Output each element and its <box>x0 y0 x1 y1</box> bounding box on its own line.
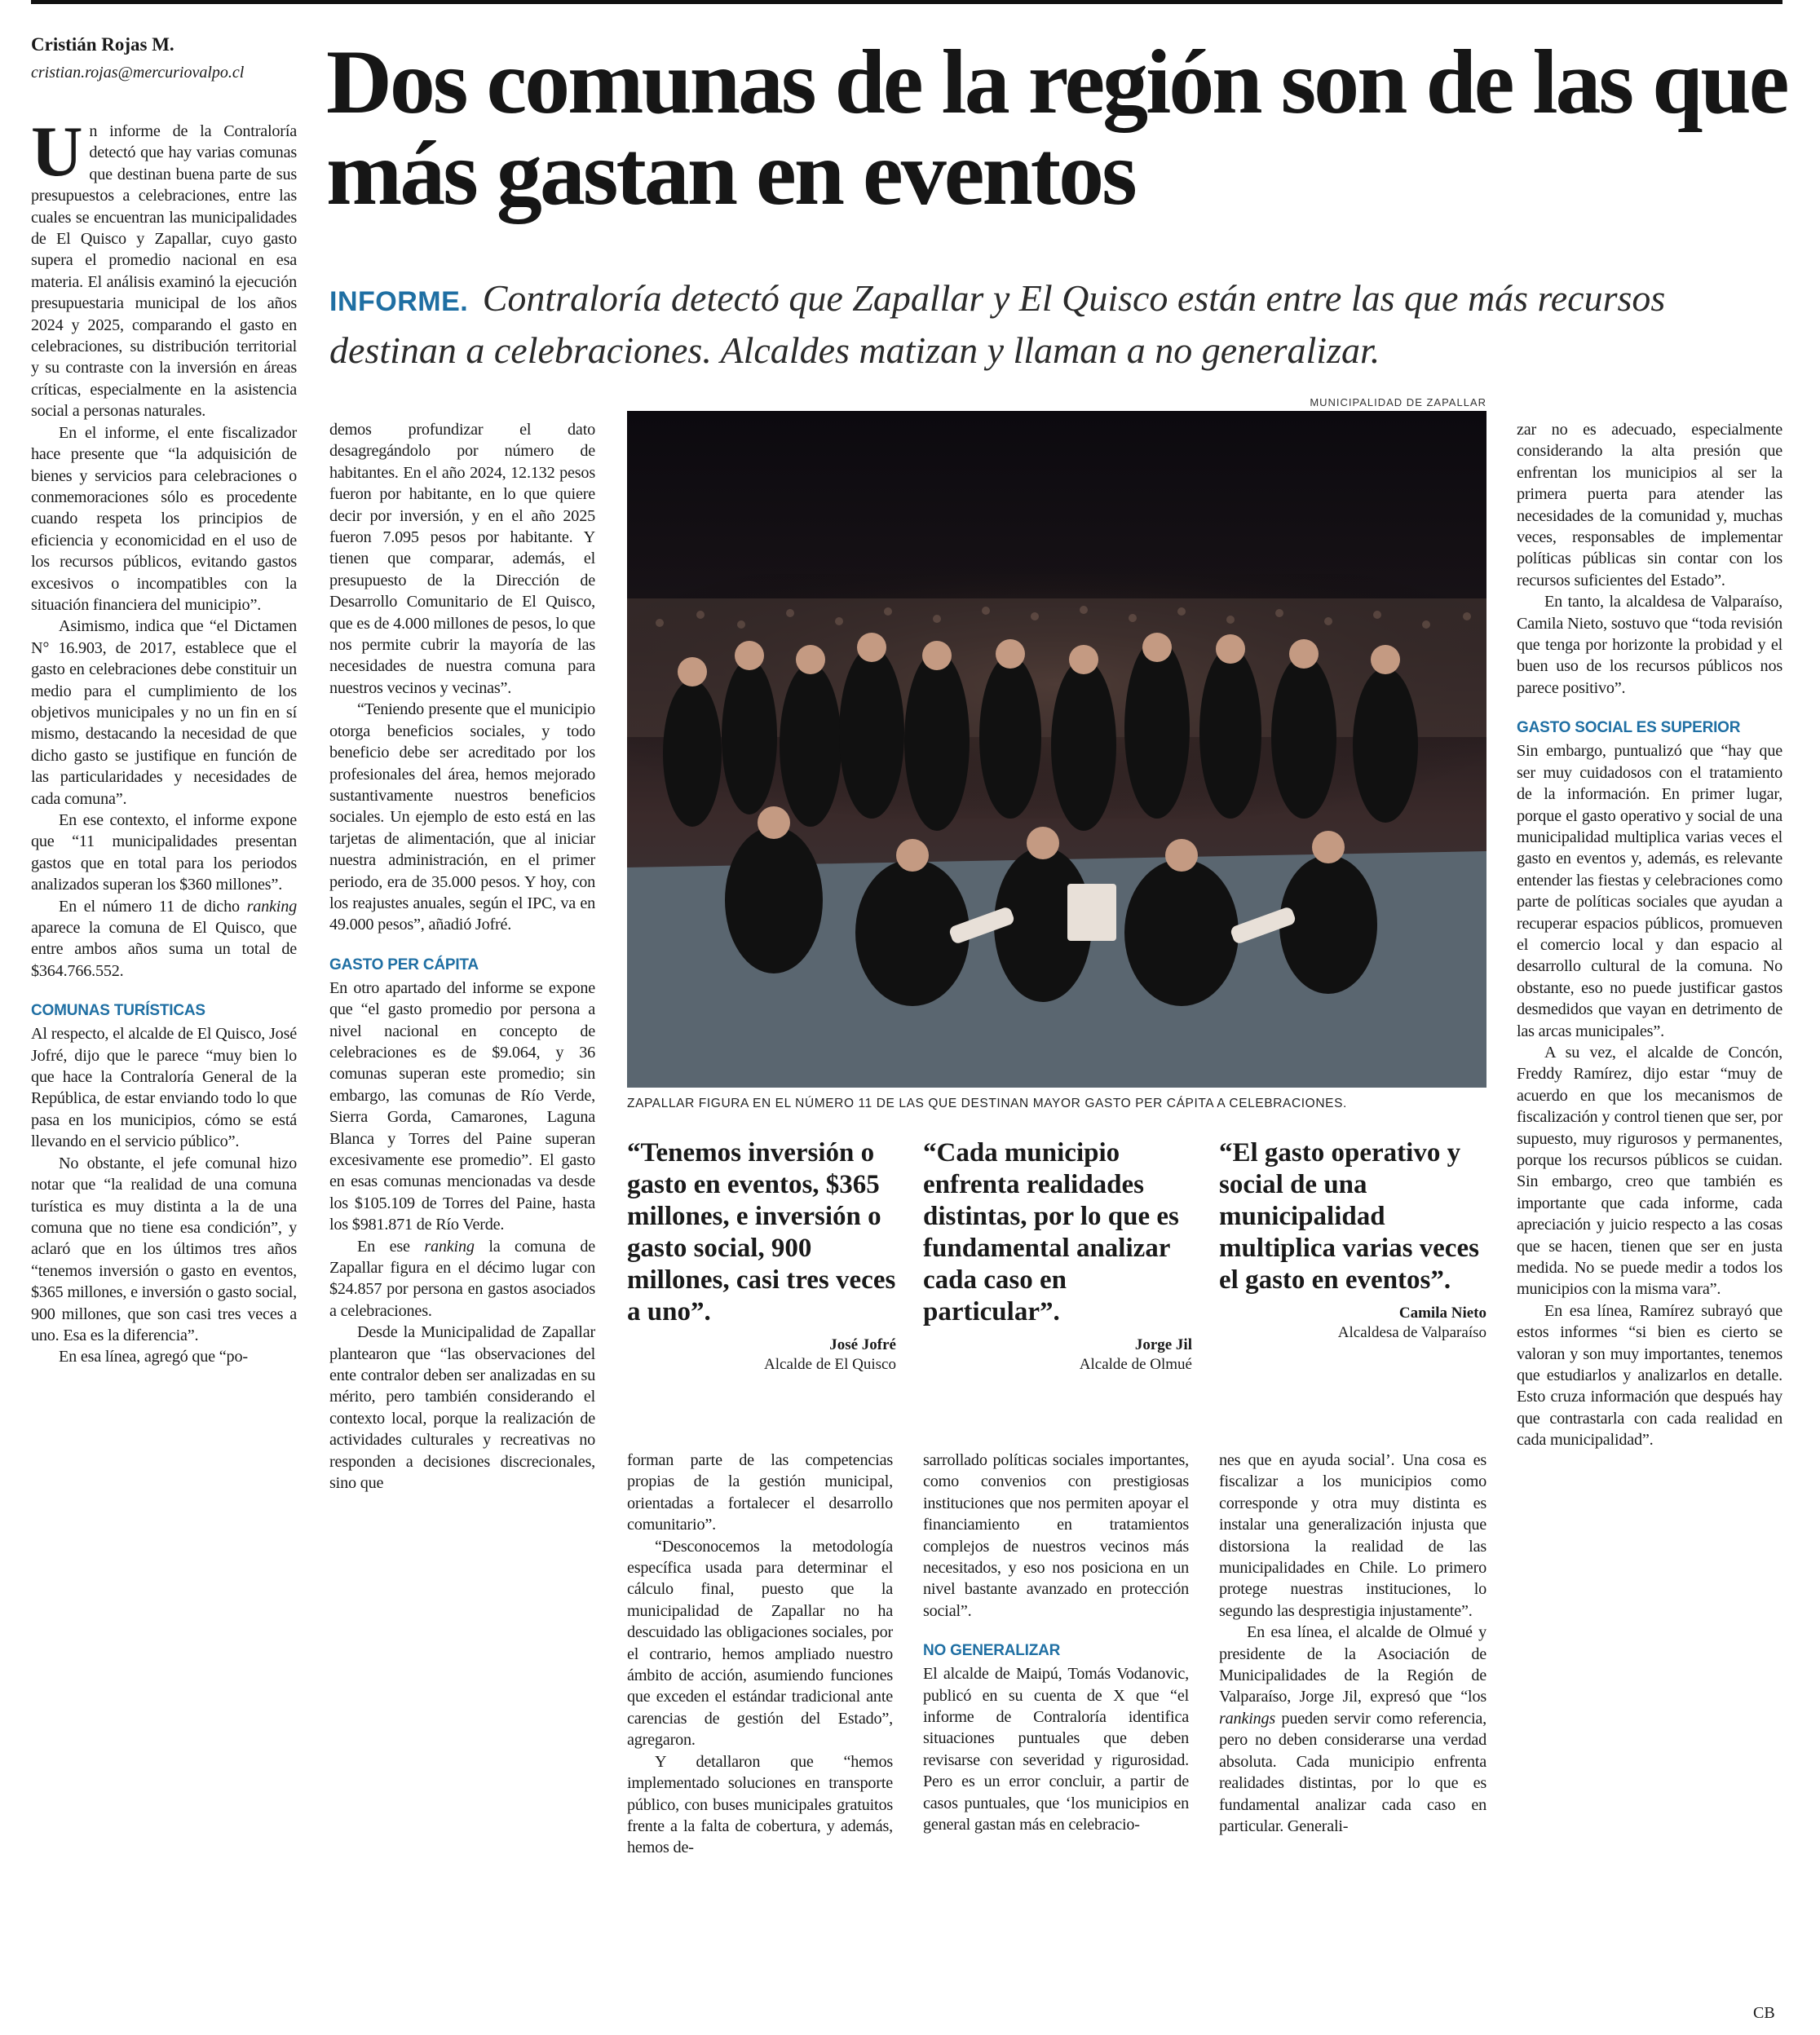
paragraph: zar no es adecuado, especialmente considerando la alta presión que enfrentan los municipios al ser la primera puerta para atender las necesidades de la comunidad y, muchas veces, responsables de implementar políticas públicas sin contar con los recursos suficientes del Estado”. <box>1517 421 1782 589</box>
paragraph: En esa línea, el alcalde de Olmué y presidente de la Asociación de Municipalidades de la Región de Valparaíso, Jorge Jil, expresó que “los rankings pueden servir como referencia, pero no deben considerarse una verdad absoluta. Cada municipio enfrenta realidades distintas, por lo que es fundamental analizar cada caso en particular. Generali- <box>1219 1623 1486 1835</box>
column-2 <box>329 419 595 1494</box>
paragraph: Sin embargo, puntualizó que “hay que ser muy cuidadosos con el tratamiento de la información. En primer lugar, porque el gasto operativo y social de una municipalidad multiplica varias veces el gasto en eventos y, además, es relevante entender las fiestas y celebraciones como parte de políticas sociales que ayudan a recuperar espacios públicos, promueven el comercio local y dan espacio al desarrollo cultural de la comuna. No obstante, eso no puede justificar gastos desmedidos que vayan en detrimento de las arcas municipales”. <box>1517 742 1782 1040</box>
paragraph: A su vez, el alcalde de Concón, Freddy Ramírez, dijo estar “muy de acuerdo en que los mecanismos de fiscalización y control tienen que ser, por supuesto, muy rigurosos y permanentes, porque los recursos públicos se cuidan. Sin embargo, creo que también es importante que cada informe, cada apreciación y juicio respecto a las cosas que se hacen, tienen que ser en justa medida. No se puede medir a todos los municipios con la misma vara”. <box>1517 1043 1782 1299</box>
subheading-gasto-social: GASTO SOCIAL ES SUPERIOR <box>1517 719 1741 737</box>
subheading-gasto-per-capita: GASTO PER CÁPITA <box>329 956 479 973</box>
deck <box>329 274 1789 375</box>
paragraph: No obstante, el jefe comunal hizo notar que “la realidad de una comuna turística es muy distinta a la de una comuna que no tiene esa condición”, y aclaró que en los últimos tres años “tenemos inversión o gasto en eventos, $365 millones, e inversión o gasto social, 900 millones, que son casi tres veces a uno. Esa es la diferencia”. <box>31 1154 297 1344</box>
paragraph: En otro apartado del informe se expone que “el gasto promedio por persona a nivel nacional en concepto de celebraciones es de $9.064, y 36 comunas superan este promedio; sin embargo, las comunas de Río Verde, Sierra Gorda, Camarones, Laguna Blanca y Torres del Paine superan excesivamente ese promedio”. El gasto en esas comunas mencionadas va desde los $105.109 de Torres del Paine, hasta los $981.871 de Río Verde. <box>329 978 595 1234</box>
quote-role: Alcalde de El Quisco <box>764 1356 896 1373</box>
quote-name: Jorge Jil <box>1134 1336 1192 1353</box>
top-rule <box>31 0 1782 4</box>
author-name: Cristián Rojas M. <box>31 34 174 55</box>
concert-photo-illustration <box>627 411 1486 1088</box>
quote-text: “Tenemos inversión o gasto en eventos, $365 millones, e inversión o gasto social, 900 millones, casi tres veces a uno”. <box>627 1138 896 1327</box>
quote-name: Camila Nieto <box>1398 1304 1486 1322</box>
column-6 <box>1517 419 1782 1451</box>
column-5 <box>1219 1450 1486 1837</box>
paragraph: Un informe de la Contraloría detectó que hay varias comunas que destinan buena parte de sus presupuestos a celebraciones, entre las cuales se encuentran las municipalidades de El Quisco y Zapallar, cuyo gasto supera el promedio nacional en esa materia. El análisis examinó la ejecución presupuestaria municipal de los años 2024 y 2025, comparando el gasto en celebraciones, su distribución territorial y su contraste con la inversión en áreas críticas, especialmente en la asistencia social a personas naturales. <box>31 113 297 421</box>
paragraph: En esa línea, agregó que “po- <box>59 1348 248 1366</box>
paragraph: demos profundizar el dato desagregándolo por número de habitantes. En el año 2024, 12.132 pesos fueron por habitante, en lo que quiere decir por inversión, y en el año 2025 fueron 7.095 pesos por habitante. Y tienen que comparar, además, el presupuesto de la Dirección de Desarrollo Comunitario de El Quisco, que es de 4.000 millones de pesos, lo que nos permite cubrir la mayoría de las necesidades de nuestra comuna para nuestros vecinos y vecinas”. <box>329 421 595 697</box>
paragraph: “Desconocemos la metodología específica usada para determinar el cálculo final, puesto que la municipalidad de Zapallar no ha descuidado las obligaciones sociales, por el contrario, hemos ampliado nuestro ámbito de acción, asumiendo funciones que exceden el estándar tradicional ante carencias de gestión del Estado”, agregaron. <box>627 1537 893 1750</box>
paragraph: En el número 11 de dicho ranking aparece la comuna de El Quisco, que entre ambos años suma un total de $364.766.552. <box>31 897 297 980</box>
paragraph: En ese contexto, el informe expone que “11 municipalidades presentan gastos que en total para los periodos analizados superan los $360 millones”. <box>31 811 297 894</box>
deck-lead: INFORME. <box>329 286 469 317</box>
paragraph: En ese ranking la comuna de Zapallar figura en el décimo lugar con $24.857 por persona en gastos asociados a celebraciones. <box>329 1237 595 1320</box>
paragraph: En tanto, la alcaldesa de Valparaíso, Camila Nieto, sostuvo que “toda revisión que tenga por horizonte la probidad y el buen uso de los recursos públicos nos parece positivo”. <box>1517 593 1782 697</box>
paragraph: “Teniendo presente que el municipio otorga beneficios sociales, y todo beneficio debe ser acreditado por los profesionales del área, hemos mejorado sustantivamente nuestros beneficios sociales. Un ejemplo de esto está en las tarjetas de alimentación, que al iniciar nuestra administración, en el primer periodo, era de 35.000 pesos. Y hoy, con los reajustes anuales, según el IPC, va en 49.000 pesos”, añadió Jofré. <box>329 700 595 934</box>
quote-role: Alcalde de Olmué <box>1079 1356 1192 1373</box>
headline: Dos comunas de la región son de las que más gastan en eventos <box>326 32 1787 224</box>
paragraph: Desde la Municipalidad de Zapallar plantearon que “las observaciones del ente contralor deben ser analizadas en su mérito, pero también considerando el contexto local, porque la realización de actividades culturales y recreativas no responden a decisiones discrecionales, sino que <box>329 1323 595 1493</box>
column-3 <box>627 1450 893 1859</box>
subheading-no-generalizar: NO GENERALIZAR <box>923 1642 1061 1660</box>
quote-role: Alcaldesa de Valparaíso <box>1337 1324 1486 1341</box>
end-mark: CB <box>1753 2004 1775 2022</box>
quote-text: “El gasto operativo y social de una municipalidad multiplica varias veces el gasto en eventos”. <box>1219 1138 1479 1295</box>
subheading-comunas-turisticas: COMUNAS TURÍSTICAS <box>31 1002 205 1020</box>
pull-quote-jil <box>923 1137 1192 1374</box>
photo-caption: ZAPALLAR FIGURA EN EL NÚMERO 11 DE LAS QUE DESTINAN MAYOR GASTO PER CÁPITA A CELEBRACIONES. <box>627 1097 1347 1110</box>
paragraph: forman parte de las competencias propias de la gestión municipal, orientadas a fortalecer el desarrollo comunitario”. <box>627 1451 893 1534</box>
paragraph: Y detallaron que “hemos implementado soluciones en transporte público, con buses municipales gratuitos frente a la falta de cobertura, y además, hemos de- <box>627 1752 893 1857</box>
author-email[interactable]: cristian.rojas@mercuriovalpo.cl <box>31 64 245 82</box>
column-1 <box>31 113 297 1368</box>
column-4 <box>923 1450 1189 1836</box>
paragraph: En el informe, el ente fiscalizador hace presente que “la adquisición de bienes y servicios para celebraciones o conmemoraciones sólo es procedente cuando respeta los principios de eficiencia y economicidad en el uso de los recursos públicos, evitando gastos excesivos o incompatibles con la situación financiera del municipio”. <box>31 423 297 614</box>
paragraph: Asimismo, indica que “el Dictamen N° 16.903, de 2017, establece que el gasto en celebraciones debe constituir un medio para el cumplimiento de los objetivos municipales y no un fin en sí mismo, destacando la necesidad de que dicho gasto se justifique en función de las particularidades y necesidades de cada comuna”. <box>31 617 297 808</box>
concert-photo <box>627 411 1486 1088</box>
drop-cap: U <box>31 113 83 192</box>
quote-name: José Jofré <box>829 1336 896 1353</box>
deck-text: Contraloría detectó que Zapallar y El Quisco están entre las que más recursos destinan a celebraciones. Alcaldes matizan y llaman a no generalizar. <box>329 277 1666 371</box>
paragraph: sarrollado políticas sociales importantes, como convenios con prestigiosas instituciones que nos permiten apoyar el financiamiento en tratamientos complejos de nuestros vecinos más necesitados, y eso nos posiciona en un nivel bastante avanzado en protección social”. <box>923 1451 1189 1620</box>
paragraph: Al respecto, el alcalde de El Quisco, José Jofré, dijo que le parece “muy bien lo que hace la Contraloría General de la República, de estar enviando todo lo que pasa en los municipios, cómo se está llevando en el servicio público”. <box>31 1025 297 1151</box>
photo-credit: MUNICIPALIDAD DE ZAPALLAR <box>1310 396 1486 408</box>
paragraph: El alcalde de Maipú, Tomás Vodanovic, publicó en su cuenta de X que “el informe de Contraloría identifica situaciones puntuales que deben revisarse con severidad y rigurosidad. Pero es un error concluir, a partir de casos puntuales, que ‘los municipios en general gastan más en celebracio- <box>923 1665 1189 1834</box>
paragraph: En esa línea, Ramírez subrayó que estos informes “si bien es cierto se valoran y son muy importantes, tenemos que estudiarlos y analizarlos en detalle. Esto cruza información que después hay que contrastarla con cada realidad en cada municipalidad”. <box>1517 1301 1782 1450</box>
paragraph: nes que en ayuda social’. Una cosa es fiscalizar a los municipios como corresponde y otra muy distinta es instalar una generalización injusta que distorsiona la realidad de las municipalidades en Chile. Lo primero protege nuestras instituciones, lo segundo las desprestigia injustamente”. <box>1219 1451 1486 1620</box>
pull-quote-nieto <box>1219 1137 1486 1342</box>
quote-text: “Cada municipio enfrenta realidades distintas, por lo que es fundamental analizar cada caso en particular”. <box>923 1138 1179 1327</box>
pull-quote-jofre <box>627 1137 896 1374</box>
